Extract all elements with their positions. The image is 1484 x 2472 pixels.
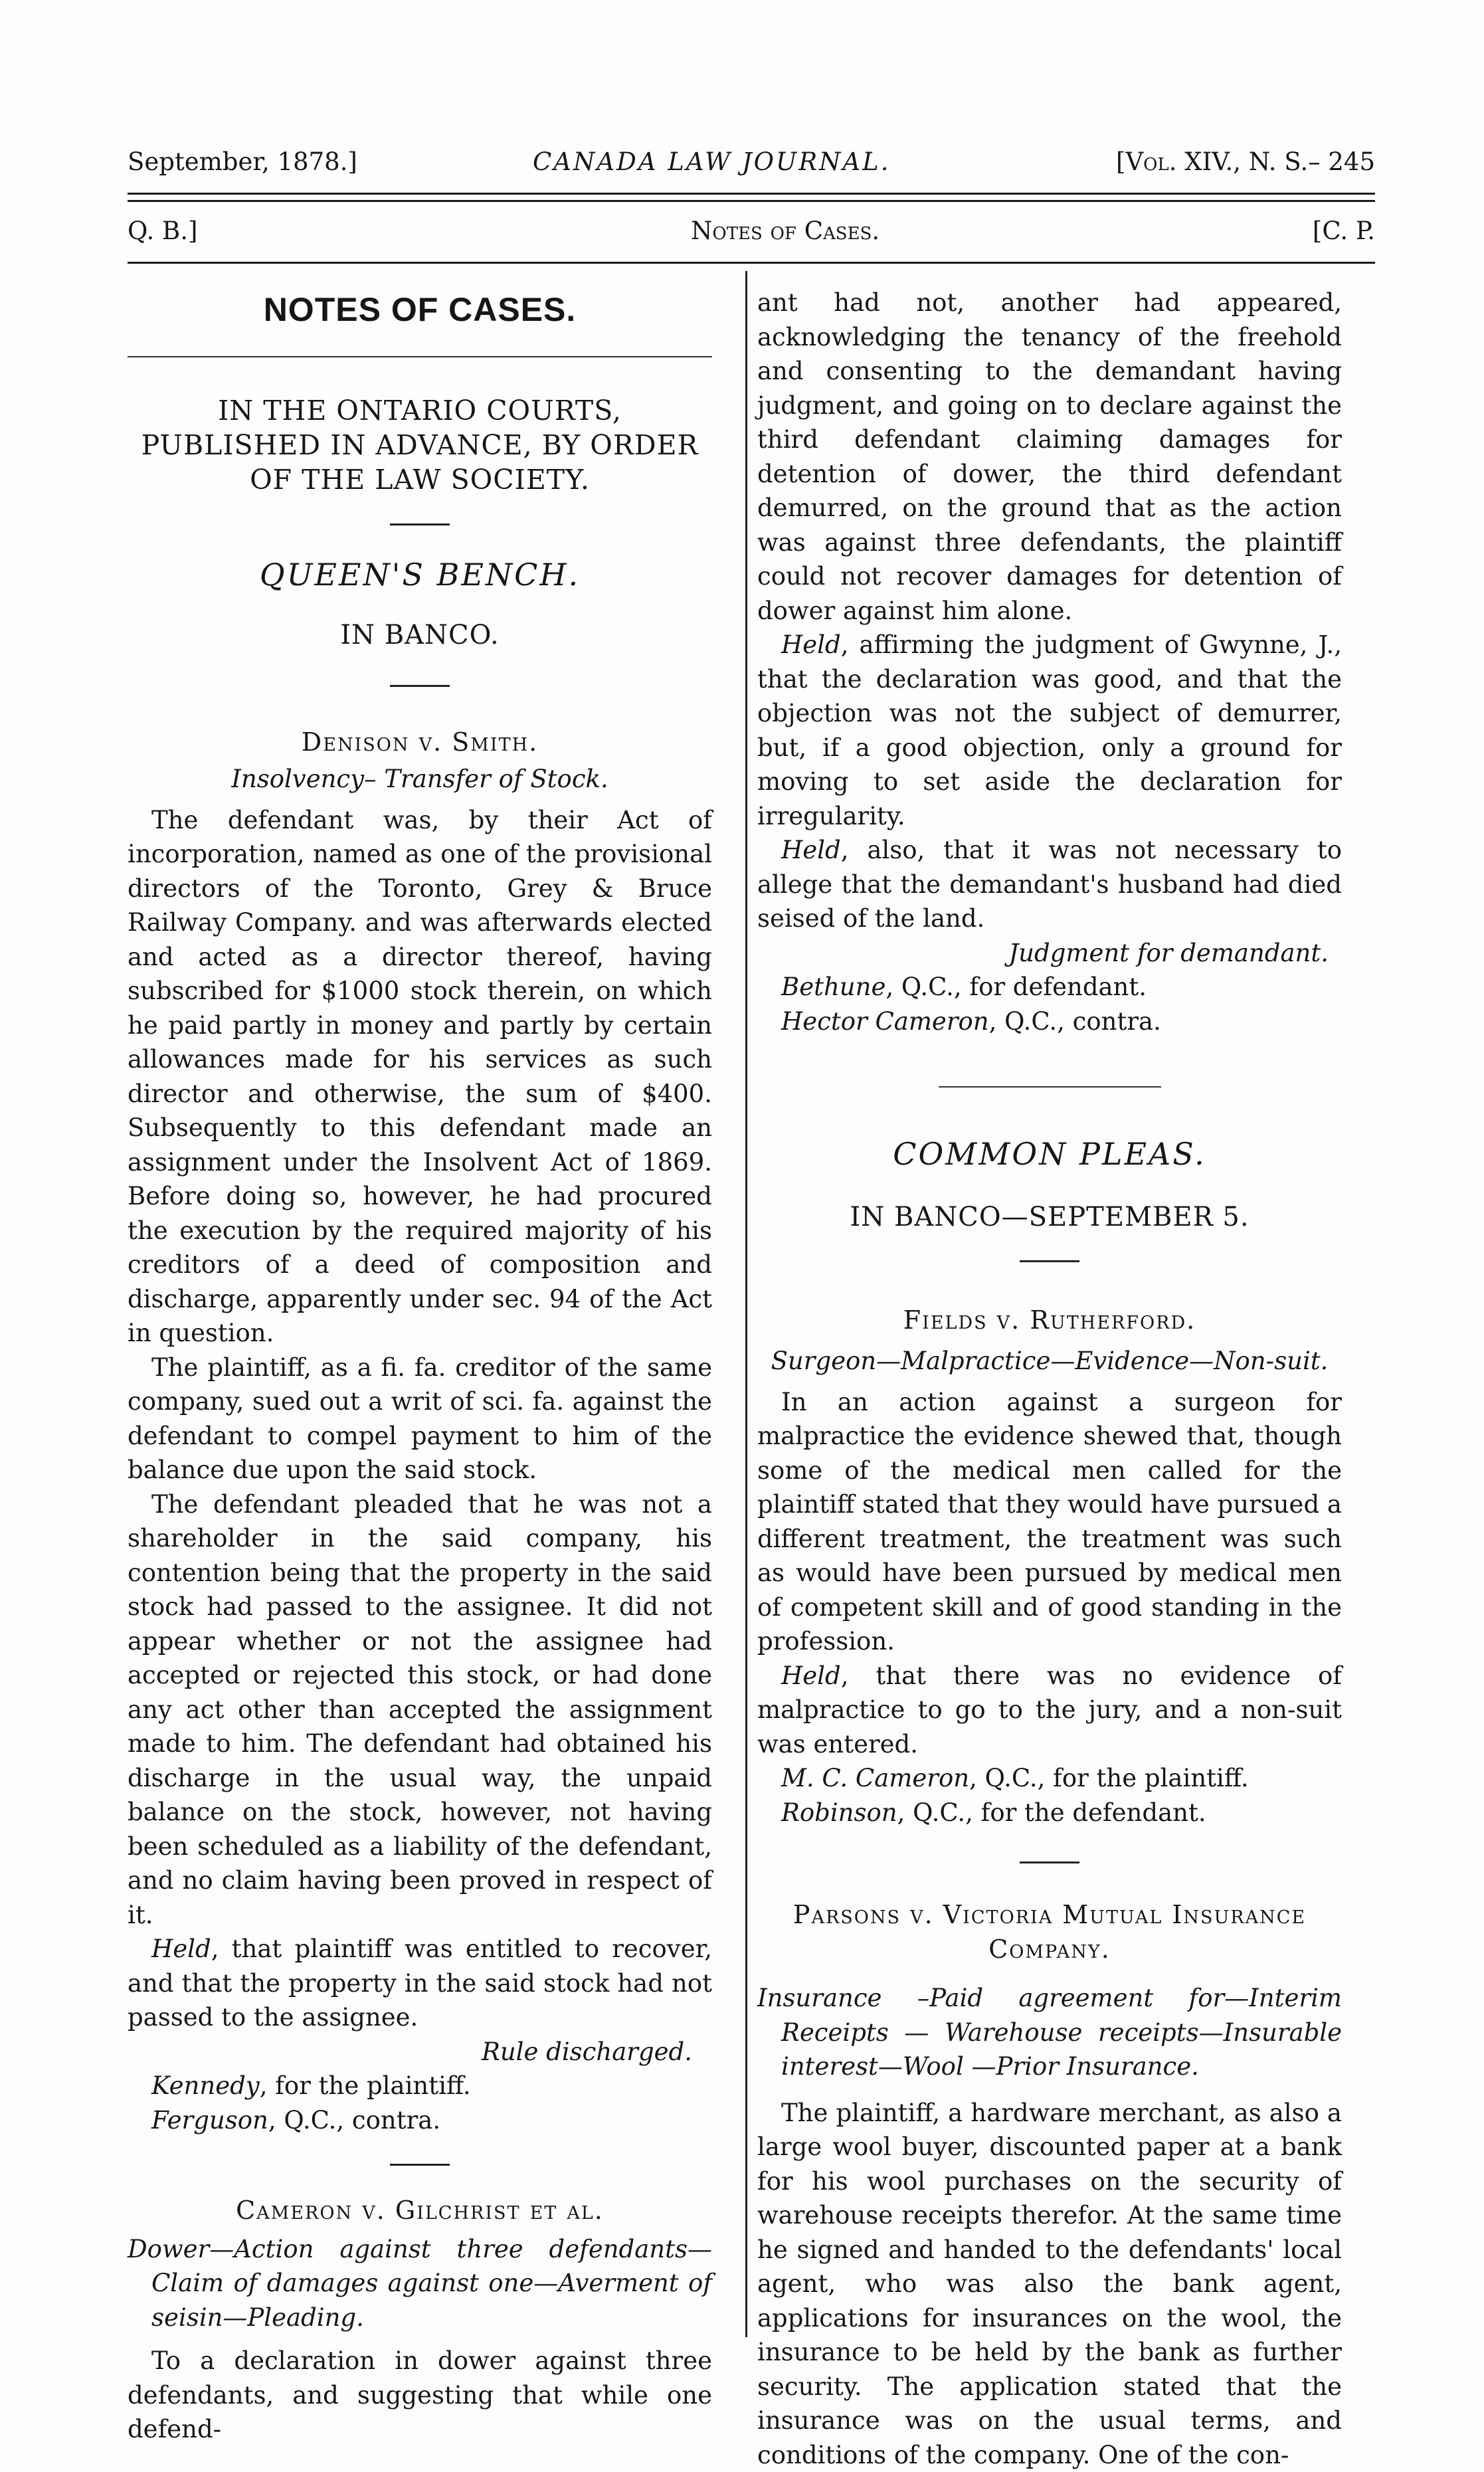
main-title: NOTES OF CASES.: [128, 290, 712, 330]
section-rule: [128, 262, 1375, 264]
counsel-role: , Q.C., for defendant.: [885, 973, 1147, 1001]
counsel-line: [757, 970, 1342, 1004]
held-paragraph: [757, 1659, 1342, 1762]
court-title-queens-bench: QUEEN'S BENCH.: [128, 555, 712, 595]
counsel-name: Bethune: [781, 973, 885, 1001]
header-date: September, 1878.]: [128, 147, 357, 176]
held-label: Held: [781, 1662, 841, 1690]
counsel-line: [128, 2103, 712, 2138]
left-tag: Q. B.]: [128, 217, 197, 245]
held-text: , also, that it was not necessary to allege that the demandant's husband had died seised of the land.: [757, 836, 1342, 933]
counsel-role: , Q.C., contra.: [268, 2106, 440, 2135]
case-result: Judgment for demandant.: [757, 936, 1342, 971]
case-paragraph: In an action against a surgeon for malpractice the evidence shewed that, though some of the medical men called for the plaintiff stated that they would have pursued a different treatment, the treatment was such as would have been pursued by medical men of competent skill and of good standing in the profession.: [757, 1385, 1342, 1659]
counsel-role: , Q.C., for the plaintiff.: [969, 1764, 1249, 1792]
case-headnote: Insurance –Paid agreement for—Interim Receipts — Warehouse receipts—Insurable interest—Wool —Prior Insurance.: [757, 1981, 1342, 2084]
volume-page: [Vol. XIV., N. S.– 245: [1116, 147, 1375, 176]
case-paragraph: To a declaration in dower against three defendants, and suggesting that while one defend-: [128, 2344, 712, 2447]
held-paragraph: [757, 628, 1342, 833]
counsel-line: [757, 1796, 1342, 1830]
held-paragraph: [757, 833, 1342, 936]
case-title-denison-v-smith: Denison v. Smith.: [128, 725, 712, 760]
divider: [390, 523, 450, 525]
case-paragraph: The defendant pleaded that he was not a shareholder in the said company, his contention being that the property in the said stock had passed to the assignee. It did not appear whether or not the assignee had accepted or rejected this stock, or had done any act other than accepted the assignment made to him. The defendant had obtained his discharge in the usual way, the unpaid balance on the stock, however, not having been scheduled as a liability of the defendant, and no claim having been proved in respect of it.: [128, 1487, 712, 1933]
title-rule: [128, 356, 712, 357]
case-headnote: Dower—Action against three defendants—Claim of damages against one—Averment of seisin—Pleading.: [128, 2232, 712, 2335]
counsel-role: , Q.C., for the defendant.: [897, 1798, 1206, 1827]
case-title-cameron-v-gilchrist: Cameron v. Gilchrist et al.: [128, 2194, 712, 2228]
counsel-line: [757, 1004, 1342, 1039]
counsel-name: Ferguson: [151, 2106, 268, 2135]
held-text: , that there was no evidence of malpractice to go to the jury, and a non-suit was entered.: [757, 1662, 1342, 1759]
counsel-role: , Q.C., contra.: [989, 1007, 1161, 1036]
divider: [390, 2164, 450, 2166]
session-title: IN BANCO—SEPTEMBER 5.: [757, 1200, 1342, 1235]
right-tag: [C. P.: [1313, 217, 1375, 245]
divider: [1020, 1861, 1079, 1863]
held-label: Held: [781, 836, 841, 864]
case-title-parsons-v-victoria: Parsons v. Victoria Mutual Insurance Company.: [757, 1898, 1342, 1966]
subtitle: IN THE ONTARIO COURTS, PUBLISHED IN ADVANCE, BY ORDER OF THE LAW SOCIETY.: [128, 393, 712, 497]
counsel-line: [128, 2069, 712, 2103]
case-paragraph: ant had not, another had appeared, acknowledging the tenancy of the freehold and consenting to the demandant having judgment, and going on to declare against the third defendant claiming damages for detention of dower, the third defendant demurred, on the ground that as the action was against three defendants, the plaintiff could not recover damages for detention of dower against him alone.: [757, 286, 1342, 628]
session-title: IN BANCO.: [128, 618, 712, 653]
counsel-name: Robinson: [781, 1798, 897, 1827]
case-result: Rule discharged.: [128, 2035, 712, 2069]
right-column: [757, 286, 1342, 2472]
counsel-name: Hector Cameron: [781, 1007, 989, 1036]
divider: [1020, 1260, 1079, 1262]
held-paragraph: [128, 1932, 712, 2035]
held-text: , affirming the judgment of Gwynne, J., that the declaration was good, and that the objection was not the subject of demurrer, but, if a good objection, only a ground for moving to set aside the declaration for irregularity.: [757, 630, 1342, 830]
header-rule-2: [128, 200, 1375, 202]
held-label: Held: [781, 630, 841, 659]
court-title-common-pleas: COMMON PLEAS.: [757, 1134, 1342, 1174]
journal-title: CANADA LAW JOURNAL.: [533, 147, 891, 176]
section-title: Notes of Cases.: [691, 217, 880, 245]
case-paragraph: The plaintiff, a hardware merchant, as also a large wool buyer, discounted paper at a bank for his wool purchases on the security of warehouse receipts therefor. At the same time he signed and handed to the defendants' local agent, who was also the bank agent, applications for insurances on the wool, the insurance to be held by the bank as further security. The application stated that the insurance was on the usual terms, and conditions of the company. One of the con-: [757, 2096, 1342, 2472]
column-divider: [745, 271, 747, 2337]
counsel-name: Kennedy: [151, 2071, 260, 2100]
counsel-name: M. C. Cameron: [781, 1764, 969, 1792]
section-divider: [939, 1086, 1161, 1088]
counsel-role: , for the plaintiff.: [260, 2071, 471, 2100]
held-text: , that plaintiff was entitled to recover, and that the property in the said stock had not passed to the assignee.: [128, 1935, 712, 2032]
case-headnote: Insolvency– Transfer of Stock.: [128, 762, 712, 797]
case-paragraph: The defendant was, by their Act of incorporation, named as one of the provisional directors of the Toronto, Grey & Bruce Railway Company. and was afterwards elected and acted as a director thereof, having subscribed for $1000 stock therein, on which he paid partly in money and partly by certain allowances made for his services as such director and otherwise, the sum of $400. Subsequently to this defendant made an assignment under the Insolvent Act of 1869. Before doing so, however, he had procured the execution by the required majority of his creditors of a deed of composition and discharge, apparently under sec. 94 of the Act in question.: [128, 803, 712, 1351]
divider: [390, 685, 450, 687]
case-paragraph: The plaintiff, as a fi. fa. creditor of the same company, sued out a writ of sci. fa. against the defendant to compel payment to him of the balance due upon the said stock.: [128, 1351, 712, 1487]
case-headnote: Surgeon—Malpractice—Evidence—Non-suit.: [757, 1344, 1342, 1379]
held-label: Held: [151, 1935, 211, 1963]
counsel-line: [757, 1761, 1342, 1796]
left-column: [128, 286, 712, 2447]
header-rule: [128, 193, 1375, 195]
case-title-fields-v-rutherford: Fields v. Rutherford.: [757, 1303, 1342, 1338]
